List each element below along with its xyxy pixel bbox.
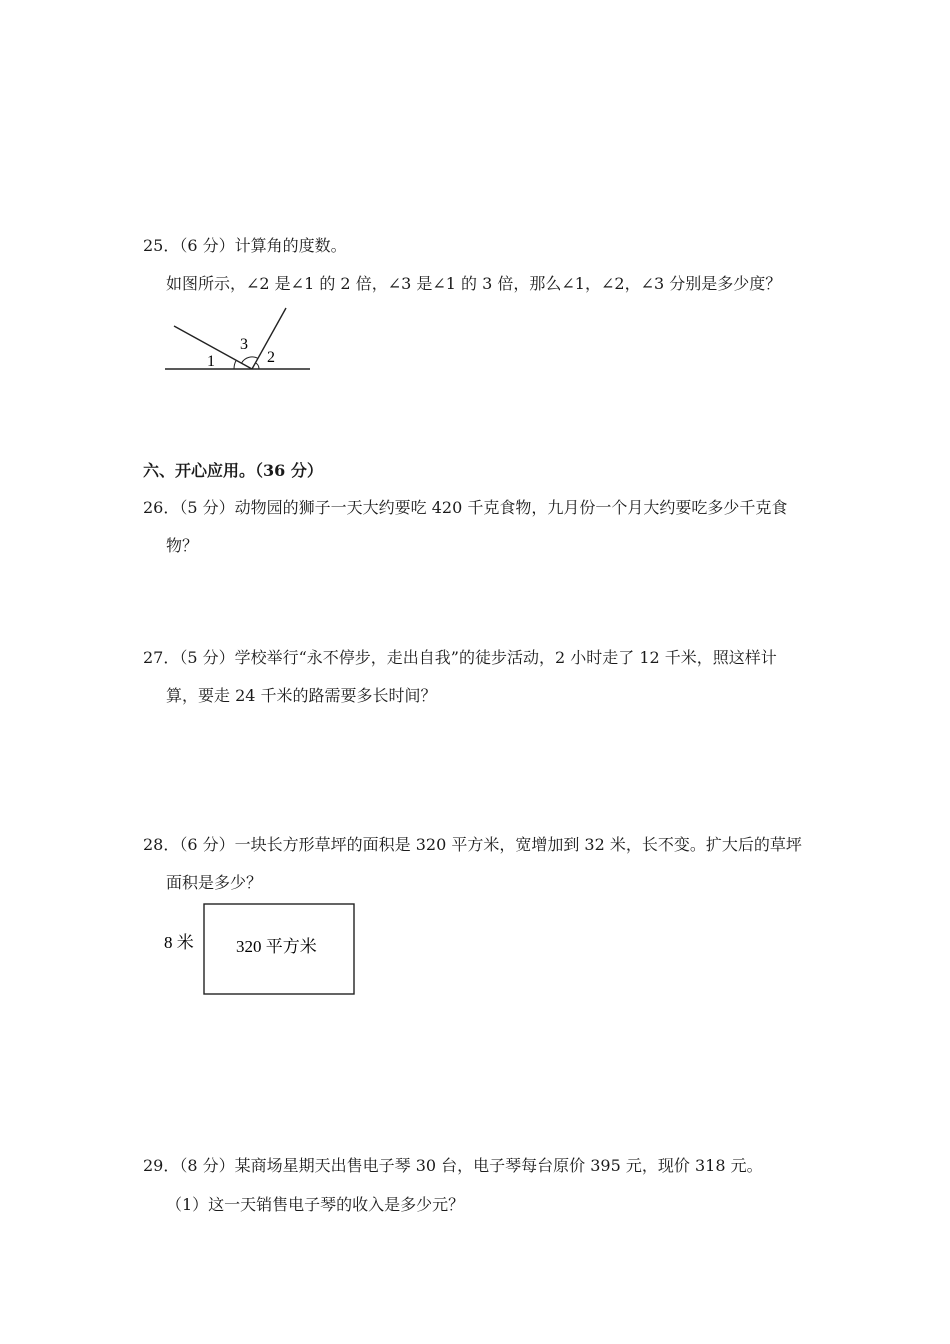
q25-text: 如图所示，∠2 是∠1 的 2 倍，∠3 是∠1 的 3 倍，那么∠1，∠2，∠3 分别是多少度？ [166,274,782,293]
q28-line1: 28．（6 分）一块长方形草坪的面积是 320 平方米，宽增加到 32 米，长不变。扩大后的草坪 [143,835,802,854]
angle-label-2: 2 [267,349,275,366]
q29-sub1: （1）这一天销售电子琴的收入是多少元？ [166,1195,465,1214]
rectangle-figure [160,900,360,1000]
angle-label-1: 1 [207,353,215,370]
q28-line2: 面积是多少？ [166,873,263,892]
q27-line1: 27．（5 分）学校举行“永不停步，走出自我”的徒步活动，2 小时走了 12 千米，照这样计 [143,648,777,667]
q29-line1: 29．（8 分）某商场星期天出售电子琴 30 台，电子琴每台原价 395 元，现价 318 元。 [143,1156,763,1175]
arc-angle-1 [234,360,236,369]
q25-title: 25．（6 分）计算角的度数。 [143,236,347,255]
angle-label-3: 3 [240,336,248,353]
area-label: 320 平方米 [236,937,317,956]
width-label: 8 米 [164,933,194,952]
q27-line2: 算，要走 24 千米的路需要多长时间？ [166,686,437,705]
arc-angle-2 [256,363,260,369]
angle-figure [160,304,320,376]
section-heading: 六、开心应用。（36 分） [143,461,323,480]
q26-line1: 26．（5 分）动物园的狮子一天大约要吃 420 千克食物，九月份一个月大约要吃多少千克食 [143,498,788,517]
q26-line2: 物？ [166,536,199,555]
